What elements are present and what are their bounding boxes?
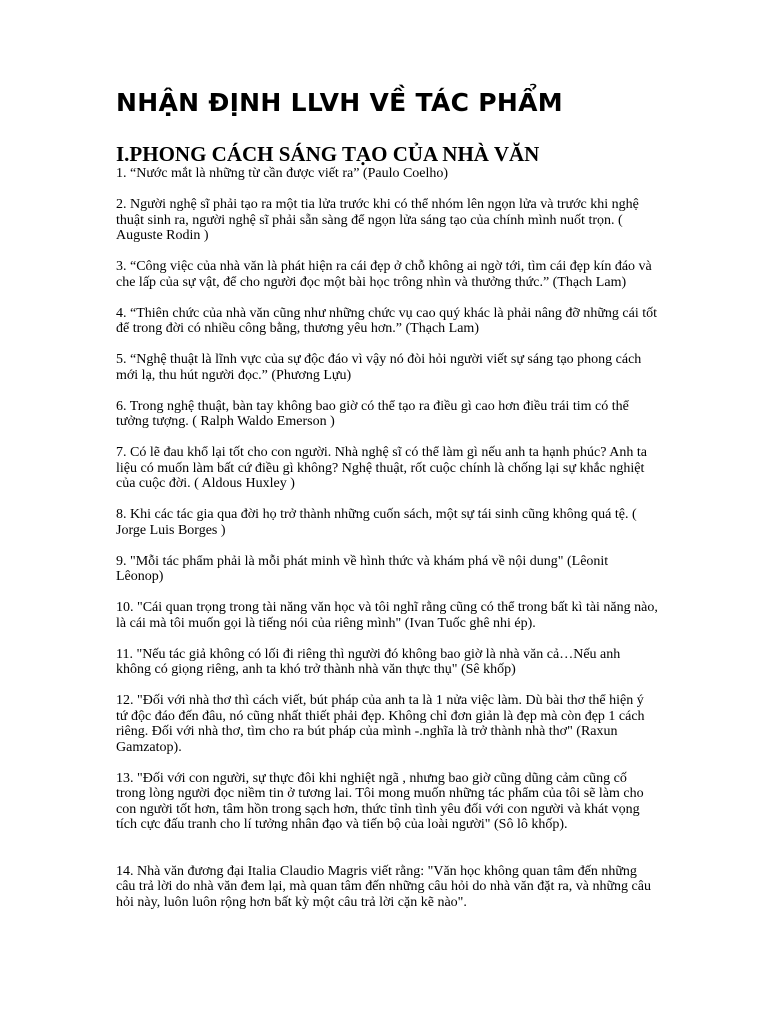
- quote-item-11: 11. "Nếu tác giả không có lối đi riêng thì người đó không bao giờ là nhà văn cả…Nếu anh không có giọng riêng, anh ta khó trở thành nhà văn thực thụ" (Sê khốp): [116, 646, 621, 677]
- quote-item-12: 12. "Đối với nhà thơ thì cách viết, bút pháp của anh ta là 1 nửa việc làm. Dù bài thơ thể hiện ý tứ độc đáo đến đâu, nó cũng nhất thiết phải đẹp. Không chỉ đơn giản là đẹp mà còn đẹp 1 cách riêng. Đối với nhà thơ, tìm cho ra bút pháp của mình -.nghĩa là trở thành nhà thơ" (Raxun Gamzatop).: [116, 693, 645, 755]
- quote-item-13: 13. "Đối với con người, sự thực đôi khi nghiệt ngã , nhưng bao giờ cũng dũng cảm cũng cố trong lòng người đọc niềm tin ở tương lai. Tôi mong muốn những tác phẩm của tôi sẽ làm cho con người tốt hơn, tâm hồn trong sạch hơn, thức tỉnh tình yêu đối với con người và khát vọng tích cực đấu tranh cho lí tưởng nhân đạo và tiến bộ của loài người" (Sô lô khốp).: [116, 770, 644, 832]
- quote-list: [116, 166, 658, 910]
- quote-item-5: 5. “Nghệ thuật là lĩnh vực của sự độc đáo vì vậy nó đòi hỏi người viết sự sáng tạo phong cách mới lạ, thu hút người đọc.” (Phương Lựu): [116, 352, 642, 383]
- quote-item-14: 14. Nhà văn đương đại Italia Claudio Magris viết rằng: "Văn học không quan tâm đến những câu trả lời do nhà văn đem lại, mà quan tâm đến những câu hỏi do nhà văn đặt ra, và những câu hỏi này, luôn luôn rộng hơn bất kỳ một câu trả lời cặn kẽ nào".: [116, 863, 651, 910]
- quote-item-4: 4. “Thiên chức của nhà văn cũng như những chức vụ cao quý khác là phải nâng đỡ những cái tốt để trong đời có nhiều công bằng, thương yêu hơn.” (Thạch Lam): [116, 305, 658, 336]
- quote-item-6: 6. Trong nghệ thuật, bàn tay không bao giờ có thể tạo ra điều gì cao hơn điều trái tim có thể tưởng tượng. ( Ralph Waldo Emerson ): [116, 398, 629, 429]
- section-heading: I.PHONG CÁCH SÁNG TẠO CỦA NHÀ VĂN: [116, 142, 540, 166]
- quote-item-1: 1. “Nước mắt là những từ cần được viết ra” (Paulo Coelho): [116, 166, 449, 181]
- quote-item-10: 10. "Cái quan trọng trong tài năng văn học và tôi nghĩ rằng cũng có thể trong bất kì tài năng nào, là cái mà tôi muốn gọi là tiếng nói của riêng mình" (Ivan Tuốc ghê nhi ép).: [116, 600, 658, 631]
- quote-item-9: 9. "Mỗi tác phẩm phải là mỗi phát minh về hình thức và khám phá về nội dung" (Lêonit Lêonop): [116, 553, 609, 584]
- document-title: NHẬN ĐỊNH LLVH VỀ TÁC PHẨM: [116, 88, 563, 117]
- quote-item-3: 3. “Công việc của nhà văn là phát hiện ra cái đẹp ở chỗ không ai ngờ tới, tìm cái đẹp kín đáo và che lấp của sự vật, để cho người đọc một bài học trông nhìn và thưởng thức.” (Thạch Lam): [116, 259, 652, 290]
- quote-item-7: 7. Có lẽ đau khổ lại tốt cho con người. Nhà nghệ sĩ có thể làm gì nếu anh ta hạnh phúc? Anh ta liệu có muốn làm bất cứ điều gì không? Nghệ thuật, rốt cuộc chính là chống lại sự khắc nghiệt của cuộc đời. ( Aldous Huxley ): [116, 445, 647, 491]
- quote-item-2: 2. Người nghệ sĩ phải tạo ra một tia lửa trước khi có thể nhóm lên ngọn lửa và trước khi nghệ thuật sinh ra, người nghệ sĩ phải sẵn sàng để ngọn lửa sáng tạo của chính mình nuốt trọn. ( Auguste Rodin ): [116, 197, 639, 243]
- quote-item-8: 8. Khi các tác gia qua đời họ trở thành những cuốn sách, một sự tái sinh cũng không quá tệ. ( Jorge Luis Borges ): [116, 507, 637, 538]
